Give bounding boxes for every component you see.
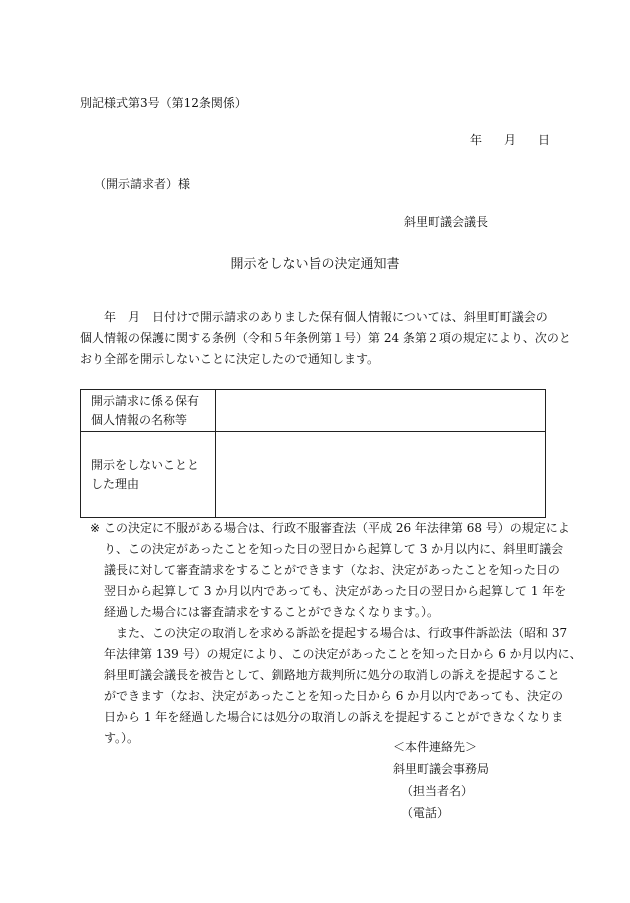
table-row: [81, 432, 546, 518]
notice-line: また、この決定の取消しを求める訴訟を提起する場合は、行政事件訴訟法（昭和 37: [104, 626, 568, 640]
addressee: （開示請求者）様: [94, 177, 191, 191]
notice-line: 議長に対して審査請求をすることができます（なお、決定があったことを知った日の: [104, 563, 560, 577]
contact-phone: （電話）: [401, 806, 450, 820]
notice-line: す。）。: [104, 731, 140, 745]
notice-mark: ※: [90, 521, 101, 535]
body-line: 年 月 日付けで開示請求のありました保有個人情報については、斜里町町議会の: [80, 310, 548, 324]
table-label-cell: [81, 390, 216, 432]
contact-person: （担当者名）: [401, 784, 474, 798]
date-line: [470, 131, 550, 148]
form-id: 別記様式第3号（第12条関係）: [80, 96, 247, 110]
table-row: [81, 390, 546, 432]
date-month: 月: [503, 133, 516, 147]
table-value-cell: [216, 432, 546, 518]
table-label-line: 個人情報の名称等: [91, 412, 188, 427]
table-label-line: した理由: [91, 476, 140, 491]
table-label-cell: [81, 432, 216, 518]
contact-heading: ＜本件連絡先＞: [393, 740, 478, 754]
date-day: 日: [537, 133, 550, 147]
contact-block: [393, 736, 489, 824]
date-year: 年: [469, 133, 482, 147]
info-table: [80, 389, 546, 518]
table-label-line: 開示をしないことと: [91, 457, 200, 472]
contact-office: 斜里町議会事務局: [393, 762, 490, 776]
notice-line: 経過した場合には審査請求をすることができなくなります。）。: [104, 605, 440, 619]
notice-line: 年法律第 139 号）の規定により、この決定があったことを知った日から 6 か月以内に、: [104, 647, 582, 661]
body-line: 個人情報の保護に関する条例（令和５年条例第１号）第 24 条第２項の規定により、次のと: [80, 331, 571, 345]
notice-line: 日から 1 年を経過した場合には処分の取消しの訴えを提起することができなくなりま: [104, 710, 564, 724]
notice-line: り、この決定があったことを知った日の翌日から起算して 3 か月以内に、斜里町議会: [104, 542, 564, 556]
table-value-cell: [216, 390, 546, 432]
notice-line: ができます（なお、決定があったことを知った日から 6 か月以内であっても、決定の: [104, 689, 564, 703]
body-line: おり全部を開示しないことに決定したので通知します。: [80, 352, 380, 366]
notice-line: 斜里町議会議長を被告として、釧路地方裁判所に処分の取消しの訴えを提起すること: [104, 668, 560, 682]
body-paragraph: [80, 307, 571, 370]
notice-line: この決定に不服がある場合は、行政不服審査法（平成 26 年法律第 68 号）の規定によ: [104, 521, 570, 535]
notice-line: 翌日から起算して 3 か月以内であっても、決定があった日の翌日から起算して 1 年を: [104, 584, 567, 598]
sender: 斜里町議会議長: [404, 215, 489, 229]
notice-paragraph: [80, 518, 582, 749]
document-title: 開示をしない旨の決定通知書: [230, 257, 400, 272]
table-label-line: 開示請求に係る保有: [91, 393, 200, 408]
